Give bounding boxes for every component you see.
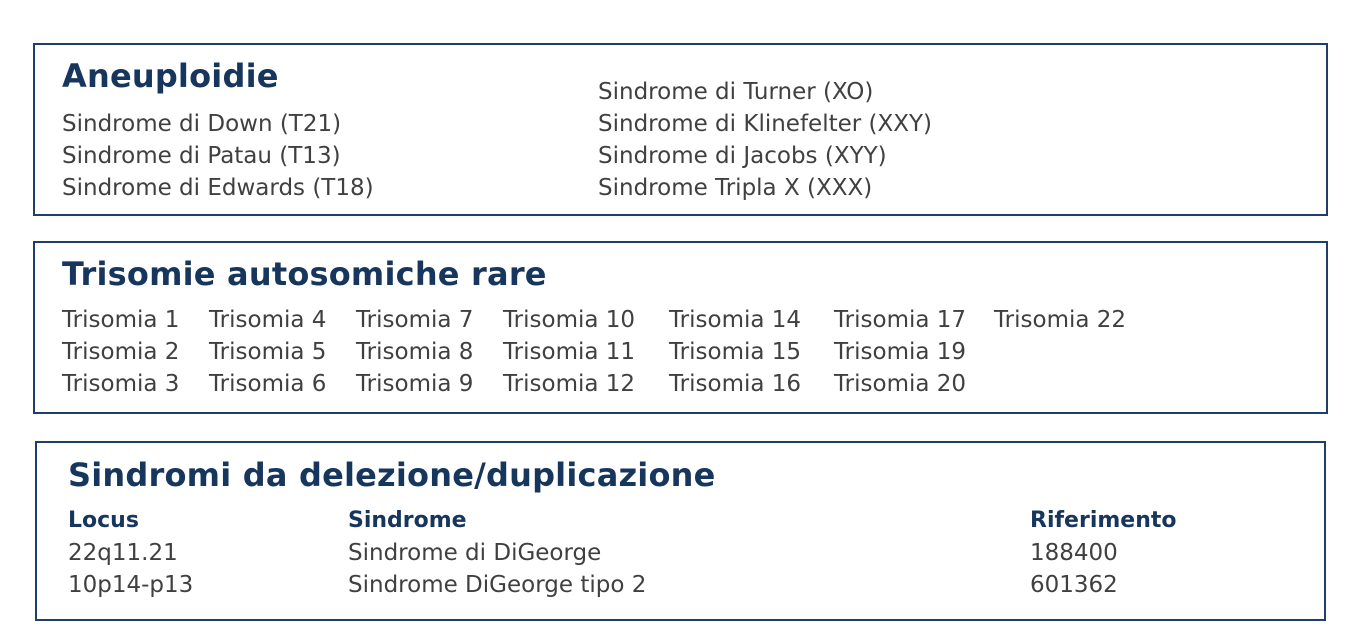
- trisomia-item: Trisomia 8: [356, 339, 474, 365]
- trisomia-item: Trisomia 11: [503, 339, 636, 365]
- trisomia-item: Trisomia 1: [62, 307, 180, 333]
- trisomie-title: Trisomie autosomiche rare: [62, 255, 547, 293]
- aneuploidie-item: Sindrome di Down (T21): [62, 111, 342, 137]
- table-row-locus: 22q11.21: [68, 540, 178, 566]
- trisomia-item: Trisomia 20: [834, 371, 967, 397]
- trisomia-item: Trisomia 7: [356, 307, 474, 333]
- sindromi-section: [35, 441, 1326, 621]
- aneuploidie-item: Sindrome di Jacobs (XYY): [598, 143, 887, 169]
- trisomia-item: Trisomia 19: [834, 339, 967, 365]
- aneuploidie-title: Aneuploidie: [62, 57, 279, 95]
- aneuploidie-item: Sindrome di Turner (XO): [598, 79, 874, 105]
- trisomia-item: Trisomia 16: [669, 371, 802, 397]
- aneuploidie-item: Sindrome di Patau (T13): [62, 143, 341, 169]
- table-row-locus: 10p14-p13: [68, 572, 194, 598]
- trisomia-item: Trisomia 10: [503, 307, 636, 333]
- sindrome-column-header: Sindrome: [348, 508, 467, 533]
- table-row-riferimento: 188400: [1030, 540, 1118, 566]
- trisomia-item: Trisomia 4: [209, 307, 327, 333]
- trisomia-item: Trisomia 2: [62, 339, 180, 365]
- trisomia-item: Trisomia 9: [356, 371, 474, 397]
- trisomia-item: Trisomia 12: [503, 371, 636, 397]
- trisomia-item: Trisomia 5: [209, 339, 327, 365]
- trisomia-item: Trisomia 3: [62, 371, 180, 397]
- trisomia-item: Trisomia 14: [669, 307, 802, 333]
- trisomia-item: Trisomia 22: [994, 307, 1127, 333]
- sindromi-title: Sindromi da delezione/duplicazione: [68, 456, 716, 494]
- trisomia-item: Trisomia 17: [834, 307, 967, 333]
- riferimento-column-header: Riferimento: [1030, 508, 1177, 533]
- aneuploidie-section: [33, 43, 1328, 216]
- table-row-sindrome: Sindrome DiGeorge tipo 2: [348, 572, 647, 598]
- trisomia-item: Trisomia 6: [209, 371, 327, 397]
- table-row-sindrome: Sindrome di DiGeorge: [348, 540, 602, 566]
- table-row-riferimento: 601362: [1030, 572, 1118, 598]
- locus-column-header: Locus: [68, 508, 139, 533]
- trisomia-item: Trisomia 15: [669, 339, 802, 365]
- aneuploidie-item: Sindrome di Klinefelter (XXY): [598, 111, 933, 137]
- trisomie-section: [33, 241, 1328, 414]
- aneuploidie-item: Sindrome Tripla X (XXX): [598, 175, 873, 201]
- aneuploidie-item: Sindrome di Edwards (T18): [62, 175, 374, 201]
